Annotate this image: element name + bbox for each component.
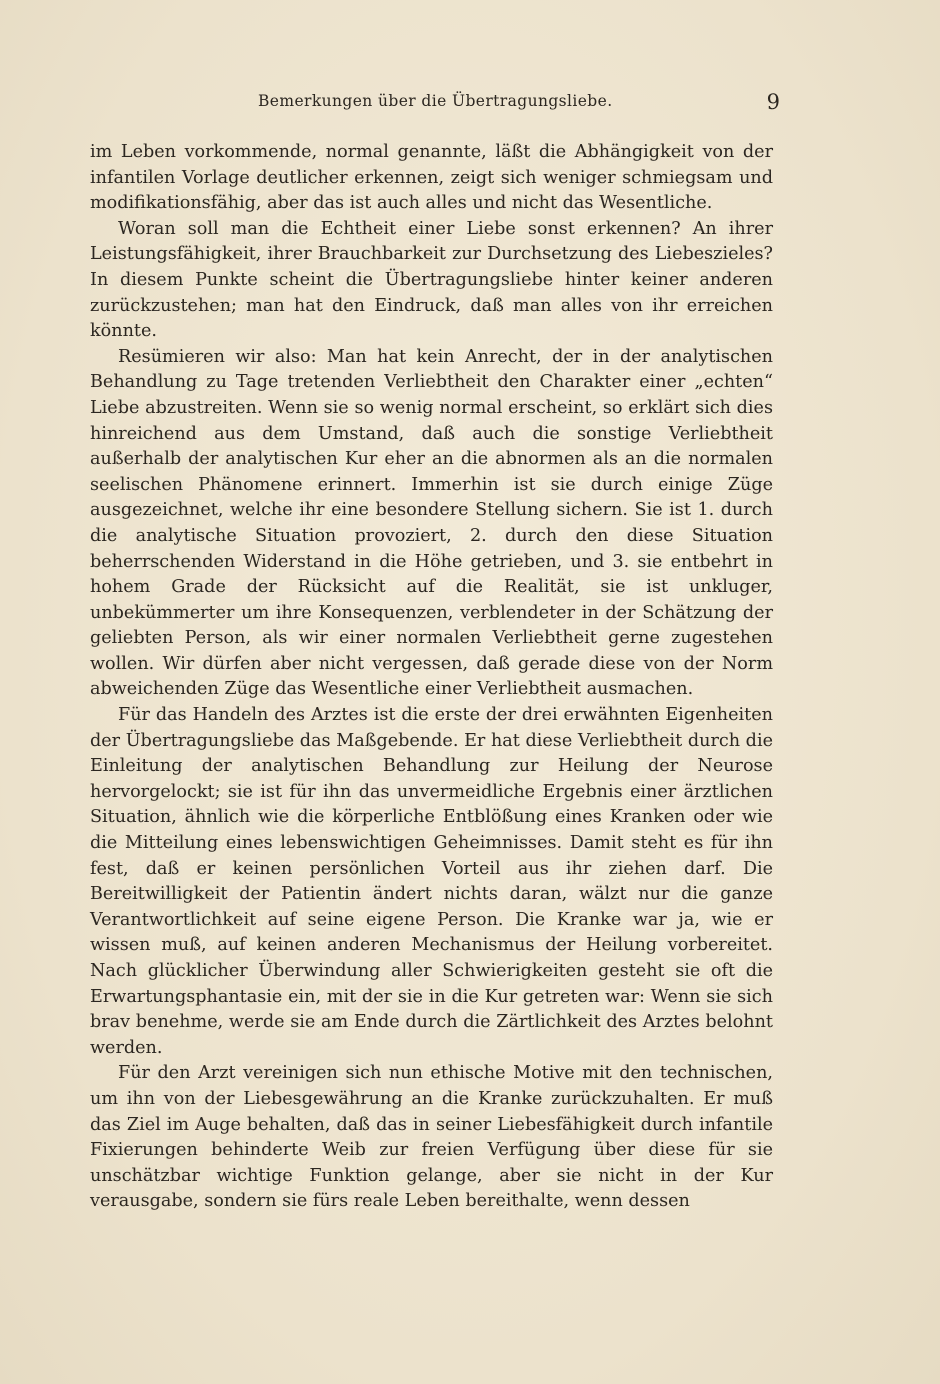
running-head	[100, 90, 780, 116]
page-number: 9	[766, 90, 780, 114]
paragraph-3: Resümieren wir also: Man hat kein Anrecht, der in der analytischen Behandlung zu Tage tretenden Verliebtheit den Charakter einer „echten“ Liebe abzustreiten. Wenn sie so wenig normal erscheint, so erklärt sich dies hinreichend aus dem Umstand, daß auch die sonstige Verliebtheit außerhalb der analytischen Kur eher an die abnormen als an die normalen seelischen Phänomene erinnert. Immerhin ist sie durch einige Züge ausgezeichnet, welche ihr eine besondere Stellung sichern. Sie ist 1. durch die analytische Situation provoziert, 2. durch den diese Situation beherrschenden Widerstand in die Höhe getrieben, und 3. sie entbehrt in hohem Grade der Rücksicht auf die Realität, sie ist unkluger, unbekümmerter um ihre Konsequenzen, verblendeter in der Schätzung der geliebten Person, als wir einer normalen Verliebtheit gerne zugestehen wollen. Wir dürfen aber nicht vergessen, daß gerade diese von der Norm abweichenden Züge das Wesentliche einer Verliebtheit ausmachen.	[90, 346, 773, 700]
paragraph-2: Woran soll man die Echtheit einer Liebe sonst erkennen? An ihrer Leistungsfähigkeit, ihrer Brauchbarkeit zur Durchsetzung des Liebeszieles? In diesem Punkte scheint die Übertragungsliebe hinter keiner anderen zurückzustehen; man hat den Eindruck, daß man alles von ihr erreichen könnte.	[90, 218, 773, 342]
body-text	[90, 140, 773, 1215]
paragraph-1: im Leben vorkommende, normal genannte, läßt die Abhängigkeit von der infantilen Vorlage deutlicher erkennen, zeigt sich weniger schmiegsam und modifikationsfähig, aber das ist auch alles und nicht das Wesentliche.	[90, 142, 773, 214]
running-title: Bemerkungen über die Übertragungsliebe.	[258, 92, 613, 110]
paragraph-5: Für den Arzt vereinigen sich nun ethische Motive mit den technischen, um ihn von der Liebesgewährung an die Kranke zurückzuhalten. Er muß das Ziel im Auge behalten, daß das in seiner Liebesfähigkeit durch infantile Fixierungen behinderte Weib zur freien Verfügung über diese für sie unschätzbar wichtige Funktion gelange, aber sie nicht in der Kur verausgabe, sondern sie fürs reale Leben bereithalte, wenn dessen	[90, 1063, 773, 1212]
paragraph-4: Für das Handeln des Arztes ist die erste der drei erwähnten Eigenheiten der Übertragungsliebe das Maßgebende. Er hat diese Verliebtheit durch die Einleitung der analytischen Behandlung zur Heilung der Neurose hervorgelockt; sie ist für ihn das unvermeidliche Ergebnis einer ärztlichen Situation, ähnlich wie die körperliche Entblößung eines Kranken oder wie die Mitteilung eines lebenswichtigen Geheimnisses. Damit steht es für ihn fest, daß er keinen persönlichen Vorteil aus ihr ziehen darf. Die Bereitwilligkeit der Patientin ändert nichts daran, wälzt nur die ganze Verantwortlichkeit auf seine eigene Person. Die Kranke war ja, wie er wissen muß, auf keinen anderen Mechanismus der Heilung vorbereitet. Nach glücklicher Überwindung aller Schwierigkeiten gesteht sie oft die Erwartungsphantasie ein, mit der sie in die Kur getreten war: Wenn sie sich brav benehme, werde sie am Ende durch die Zärtlichkeit des Arztes belohnt werden.	[90, 705, 773, 1058]
